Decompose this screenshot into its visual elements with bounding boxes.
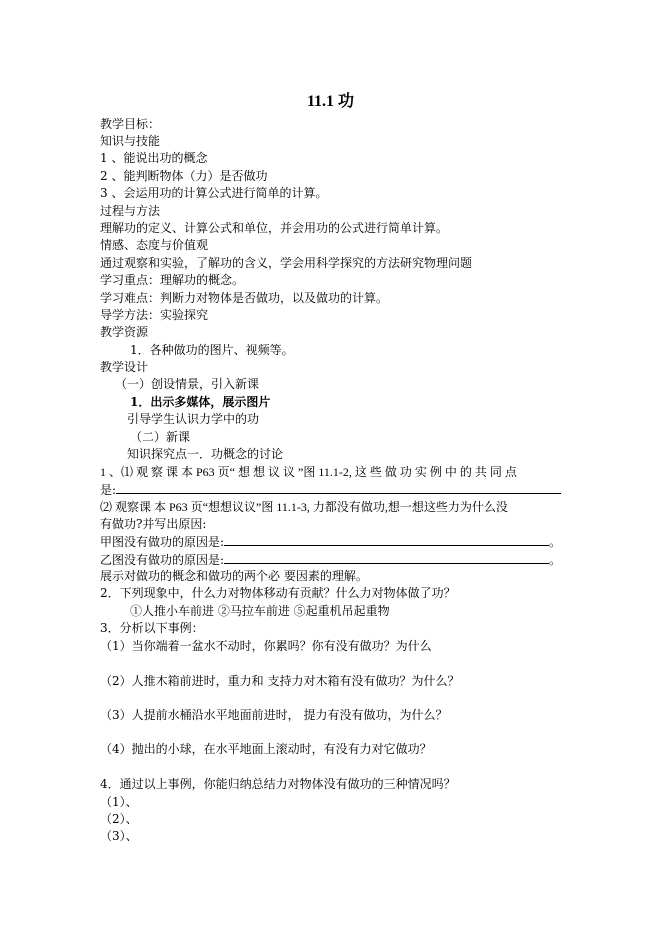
answer-blank[interactable] (224, 533, 549, 546)
resources-heading: 教学资源 (100, 325, 149, 339)
question-1-2: ⑵ 观察课 本 P63 页“想想议议”图 11.1-3, 力都没有做功,想一想这些力为什么没 (100, 500, 508, 514)
concept-summary: 展示对做功的概念和做功的两个必 要因素的理解。 (100, 569, 368, 583)
objective-2: 2 、能判断物体（力）是否做功 (100, 169, 268, 183)
answer-jia-line (100, 533, 561, 551)
process-method-text: 理解功的定义、计算公式和单位，并会用功的公式进行简单计算。 (100, 221, 449, 235)
question-2: 2．下列现象中，什么力对物体移动有贡献？什么力对物体做了功？ (100, 586, 456, 600)
answer-blank[interactable] (116, 481, 561, 494)
question-3-4: （4）抛出的小球，在水平地面上滚动时，有没有力对它做功？ (100, 742, 432, 756)
page-title: 11.1 功 (306, 93, 355, 110)
resource-item-1: 1．各种做功的图片、视频等。 (130, 343, 294, 357)
answer-jia-end: 。 (549, 535, 562, 549)
guide-method: 导学方法：实验探究 (100, 308, 209, 322)
attitude-text: 通过观察和实验，了解功的含义，学会用科学探究的方法研究物理问题 (100, 256, 473, 270)
difficult-point: 学习难点：判断力对物体是否做功，以及做功的计算。 (100, 291, 389, 305)
answer-yi-end: 。 (549, 553, 562, 567)
question-3: 3．分析以下事例： (100, 621, 204, 635)
question-4-item-2: （2）、 (100, 812, 138, 826)
question-4-item-1: （1）、 (100, 795, 138, 809)
answer-jia-label: 甲图没有做功的原因是: (100, 535, 225, 549)
knowledge-skills-heading: 知识与技能 (100, 134, 161, 148)
question-1-1-prefix: 是: (100, 483, 117, 497)
objective-3: 3 、会运用功的计算公式进行简单的计算。 (100, 186, 328, 200)
answer-yi-line (100, 551, 561, 569)
attitude-heading: 情感、态度与价值观 (100, 238, 209, 252)
question-1-1-answer-line (100, 481, 561, 499)
question-3-3: （3）人提前水桶沿水平地面前进时， 提力有没有做功，为什么？ (100, 708, 448, 722)
process-method-heading: 过程与方法 (100, 204, 161, 218)
answer-blank[interactable] (224, 551, 549, 564)
question-3-1: （1）当你端着一盆水不动时，你累吗？你有没有做功？为什么 (100, 639, 432, 653)
step-one: 1．出示多媒体，展示图片 (130, 395, 271, 409)
question-2-options: ①人推小车前进 ②马拉车前进 ⑤起重机吊起重物 (130, 604, 390, 618)
question-1-2-cont: 有做功?并写出原因: (100, 517, 207, 531)
key-point: 学习重点：理解功的概念。 (100, 273, 245, 287)
section-two: （二）新课 (130, 430, 191, 444)
design-heading: 教学设计 (100, 360, 149, 374)
question-1-1: 1 、⑴ 观 察 课 本 P63 页“ 想 想 议 议 ”图 11.1-2, 这 些 做 功 实 例 中 的 共 同 点 (100, 465, 517, 479)
question-3-2: （2）人推木箱前进时，重力和 支持力对木箱有没有做功？为什么？ (100, 674, 460, 688)
question-4: 4．通过以上事例，你能归纳总结力对物体没有做功的三种情况吗？ (100, 777, 456, 791)
question-4-item-3: （3）、 (100, 829, 138, 843)
objective-1: 1 、能说出功的概念 (100, 151, 208, 165)
step-one-detail: 引导学生认识力学中的功 (127, 412, 260, 426)
answer-yi-label: 乙图没有做功的原因是: (100, 553, 225, 567)
knowledge-point-one: 知识探究点一．功概念的讨论 (127, 447, 284, 461)
section-one: （一）创设情景，引入新课 (115, 377, 260, 391)
objectives-heading: 教学目标： (100, 117, 161, 131)
